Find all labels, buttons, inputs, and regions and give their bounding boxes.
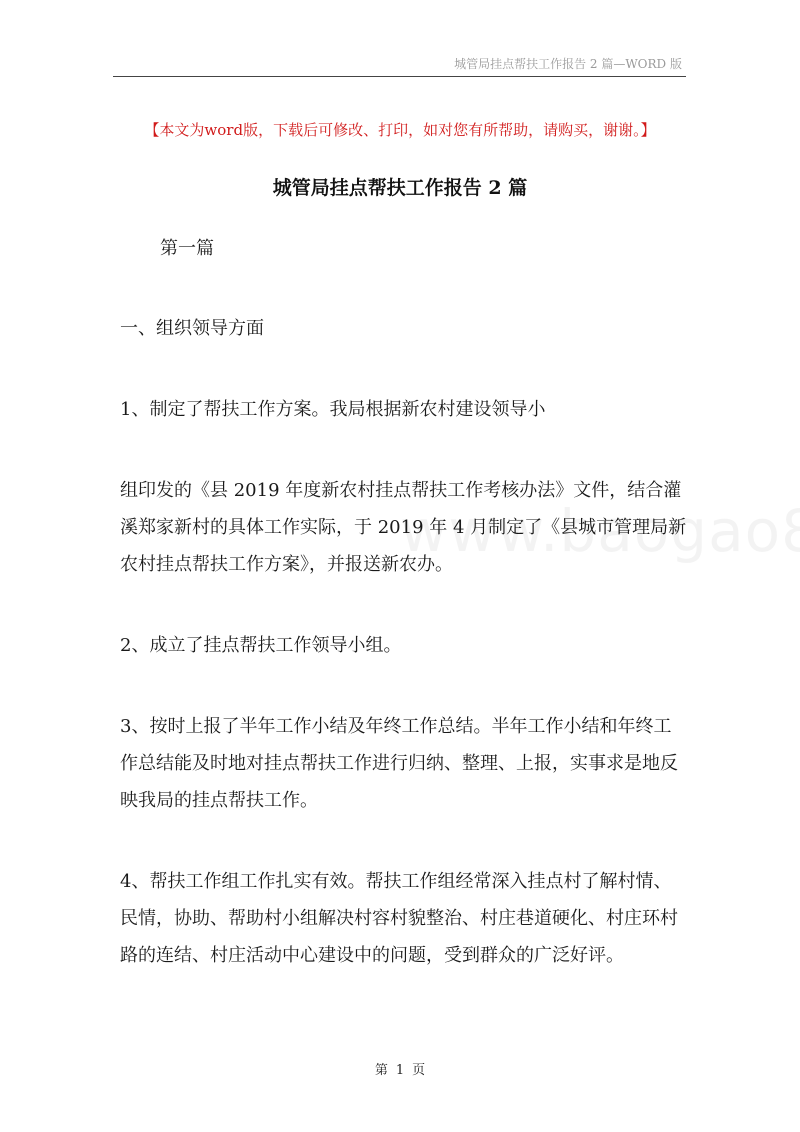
paragraph-3: 2、成立了挂点帮扶工作领导小组。 [120, 635, 402, 656]
paragraph-2: 组印发的《县 2019 年度新农村挂点帮扶工作考核办法》文件，结合灌溪郑家新村的具体工作实际，于 2019 年 4 月制定了《县城市管理局新农村挂点帮扶工作方案》，并报送新农办。 [120, 480, 687, 575]
paragraph-4: 3、按时上报了半年工作小结及年终工作总结。半年工作小结和年终工作总结能及时地对挂点帮扶工作进行归纳、整理、上报，实事求是地反映我局的挂点帮扶工作。 [120, 716, 678, 811]
page-number: 1 [395, 1063, 405, 1078]
footer-suffix: 页 [412, 1063, 426, 1078]
paragraph-1: 1、制定了帮扶工作方案。我局根据新农村建设领导小 [120, 399, 546, 420]
running-header: 城管局挂点帮扶工作报告 2 篇—WORD 版 [454, 57, 682, 71]
document-body [120, 230, 688, 974]
purchase-notice: 【本文为word版，下载后可修改、打印，如对您有所帮助，请购买，谢谢。】 [144, 121, 656, 139]
part-label: 第一篇 [160, 238, 214, 259]
section-heading: 一、组织领导方面 [120, 318, 264, 339]
paragraph-5: 4、帮扶工作组工作扎实有效。帮扶工作组经常深入挂点村了解村情、民情，协助、帮助村小组解决村容村貌整治、村庄巷道硬化、村庄环村路的连结、村庄活动中心建设中的问题，受到群众的广泛好评。 [120, 871, 678, 966]
footer-prefix: 第 [374, 1063, 388, 1078]
document-title: 城管局挂点帮扶工作报告 2 篇 [272, 177, 528, 199]
page-footer [0, 1059, 800, 1078]
header-rule [113, 76, 686, 77]
